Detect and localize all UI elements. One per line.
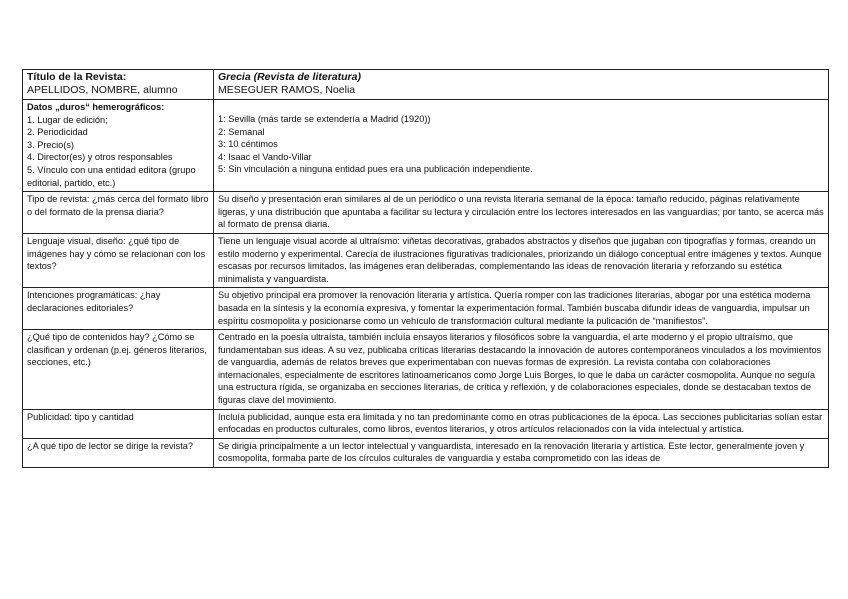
answer-cell: Su objetivo principal era promover la renovación literaria y artística. Quería romper con las tradiciones literarias, abogar por una estética moderna basada en la síntesis y la economía expresiva, y fomentar la experimentación formal. También buscaba difundir ideas de vanguardia, impulsar un espíritu cosmopolita y posicionarse como un vehículo de transformación cultural mediante la pulicación de “manifiestos”. bbox=[214, 288, 829, 330]
table-row bbox=[23, 438, 829, 467]
datos-value-item: 5: Sin vinculación a ninguna entidad pues era una publicación independiente. bbox=[218, 164, 533, 175]
answer-cell: Incluía publicidad, aunque esta era limitada y no tan predominante como en otras publicaciones de la época. Las secciones publicitarias solían estar enfocadas en productos culturales, como libros, eventos literarios, y otros artículos relacionados con la vida intelectual y artística. bbox=[214, 409, 829, 438]
table-row bbox=[23, 233, 829, 287]
datos-label-list bbox=[27, 114, 210, 190]
table-row bbox=[23, 288, 829, 330]
table-row bbox=[23, 330, 829, 410]
datos-row bbox=[23, 100, 829, 192]
datos-heading: Datos „duros“ hemerográficos: bbox=[27, 102, 165, 112]
answer-cell: Se dirigía principalmente a un lector intelectual y vanguardista, interesado en la renovación literaria y artística. Este lector, generalmente joven y cosmopolita, formaba parte de los círculos culturales de vanguardia y estaba comprometido con las ideas de bbox=[214, 438, 829, 467]
datos-value-item: 1: Sevilla (más tarde se extendería a Madrid (1920)) bbox=[218, 114, 431, 124]
datos-value-item: 4: Isaac el Vando-Villar bbox=[218, 151, 312, 162]
table-row bbox=[23, 409, 829, 438]
author-label: APELLIDOS, NOMBRE, alumno bbox=[27, 84, 178, 96]
author-name: MESEGUER RAMOS, Noelia bbox=[218, 84, 356, 96]
datos-value-cell bbox=[214, 100, 829, 192]
datos-label-item: 1. Lugar de edición; bbox=[27, 114, 108, 125]
datos-label-cell bbox=[23, 100, 214, 192]
question-cell: Lenguaje visual, diseño: ¿qué tipo de imágenes hay y cómo se relacionan con los textos? bbox=[23, 233, 214, 287]
question-cell: ¿A qué tipo de lector se dirige la revista? bbox=[23, 438, 214, 467]
datos-label-item: 5. Vínculo con una entidad editora (grupo editorial, partido, etc.) bbox=[27, 164, 196, 188]
title-label: Título de la Revista: bbox=[27, 71, 127, 83]
datos-value-item: 2: Semanal bbox=[218, 126, 265, 137]
datos-label-item: 4. Director(es) y otros responsables bbox=[27, 152, 173, 163]
spacer bbox=[218, 101, 825, 113]
header-label-cell bbox=[23, 70, 214, 100]
datos-label-item: 3. Precio(s) bbox=[27, 139, 74, 150]
datos-label-item: 2. Periodicidad bbox=[27, 127, 88, 138]
answer-cell: Su diseño y presentación eran similares al de un periódico o una revista literaria semanal de la época: tamaño reducido, páginas relativamente ligeras, y una distribución que apuntaba a facilitar su lectura y circulación entre los lectores interesados en las vanguardias; por tanto, se acerca más al formato de prensa diaria. bbox=[214, 192, 829, 234]
table-row bbox=[23, 192, 829, 234]
journal-analysis-table bbox=[22, 69, 829, 468]
question-cell: Intenciones programáticas: ¿hay declaraciones editoriales? bbox=[23, 288, 214, 330]
answer-cell: Centrado en la poesía ultraísta, también incluía ensayos literarios y filosóficos sobre la vanguardia, el arte moderno y el propio ultraísmo, que fundamentaban sus ideas. A su vez, publicaba críticas literarias destacando la innovación de autores contemporáneos vinculados a los movimientos de vanguardia, además de relatos breves que experimentaban con nuevas formas de expresión. La revista contaba con colaboraciones internacionales, especialmente de escritores latinoamericanos como Jorge Luis Borges, lo que le daba un carácter cosmopolita. Aunque no seguía una estructura rígida, se organizaba en secciones literarias, de crítica y reflexión, y de colaboraciones especiales, donde se destacaban textos de figuras clave del movimiento. bbox=[214, 330, 829, 410]
journal-title: Grecia (Revista de literatura) bbox=[218, 71, 361, 83]
datos-value-item: 3: 10 céntimos bbox=[218, 139, 278, 150]
question-cell: Tipo de revista: ¿más cerca del formato libro o del formato de la prensa diaria? bbox=[23, 192, 214, 234]
answer-cell: Tiene un lenguaje visual acorde al ultraísmo: viñetas decorativas, grabados abstractos y diseños que jugaban con tipografías y formas, creando un estilo moderno y experimental. Carecía de ilustraciones figurativas tradicionales, priorizando un diálogo conceptual entre imágenes y textos. Aunque escasas por recursos limitados, las imágenes eran deliberadas, complementando las ideas de renovación literaria y reforzando su estética minimalista y vanguardista. bbox=[214, 233, 829, 287]
header-value-cell bbox=[214, 70, 829, 100]
question-cell: Publicidad: tipo y cantidad bbox=[23, 409, 214, 438]
header-row bbox=[23, 70, 829, 100]
datos-value-list bbox=[218, 113, 825, 176]
question-cell: ¿Qué tipo de contenidos hay? ¿Cómo se clasifican y ordenan (p.ej. géneros literarios, secciones, etc.) bbox=[23, 330, 214, 410]
